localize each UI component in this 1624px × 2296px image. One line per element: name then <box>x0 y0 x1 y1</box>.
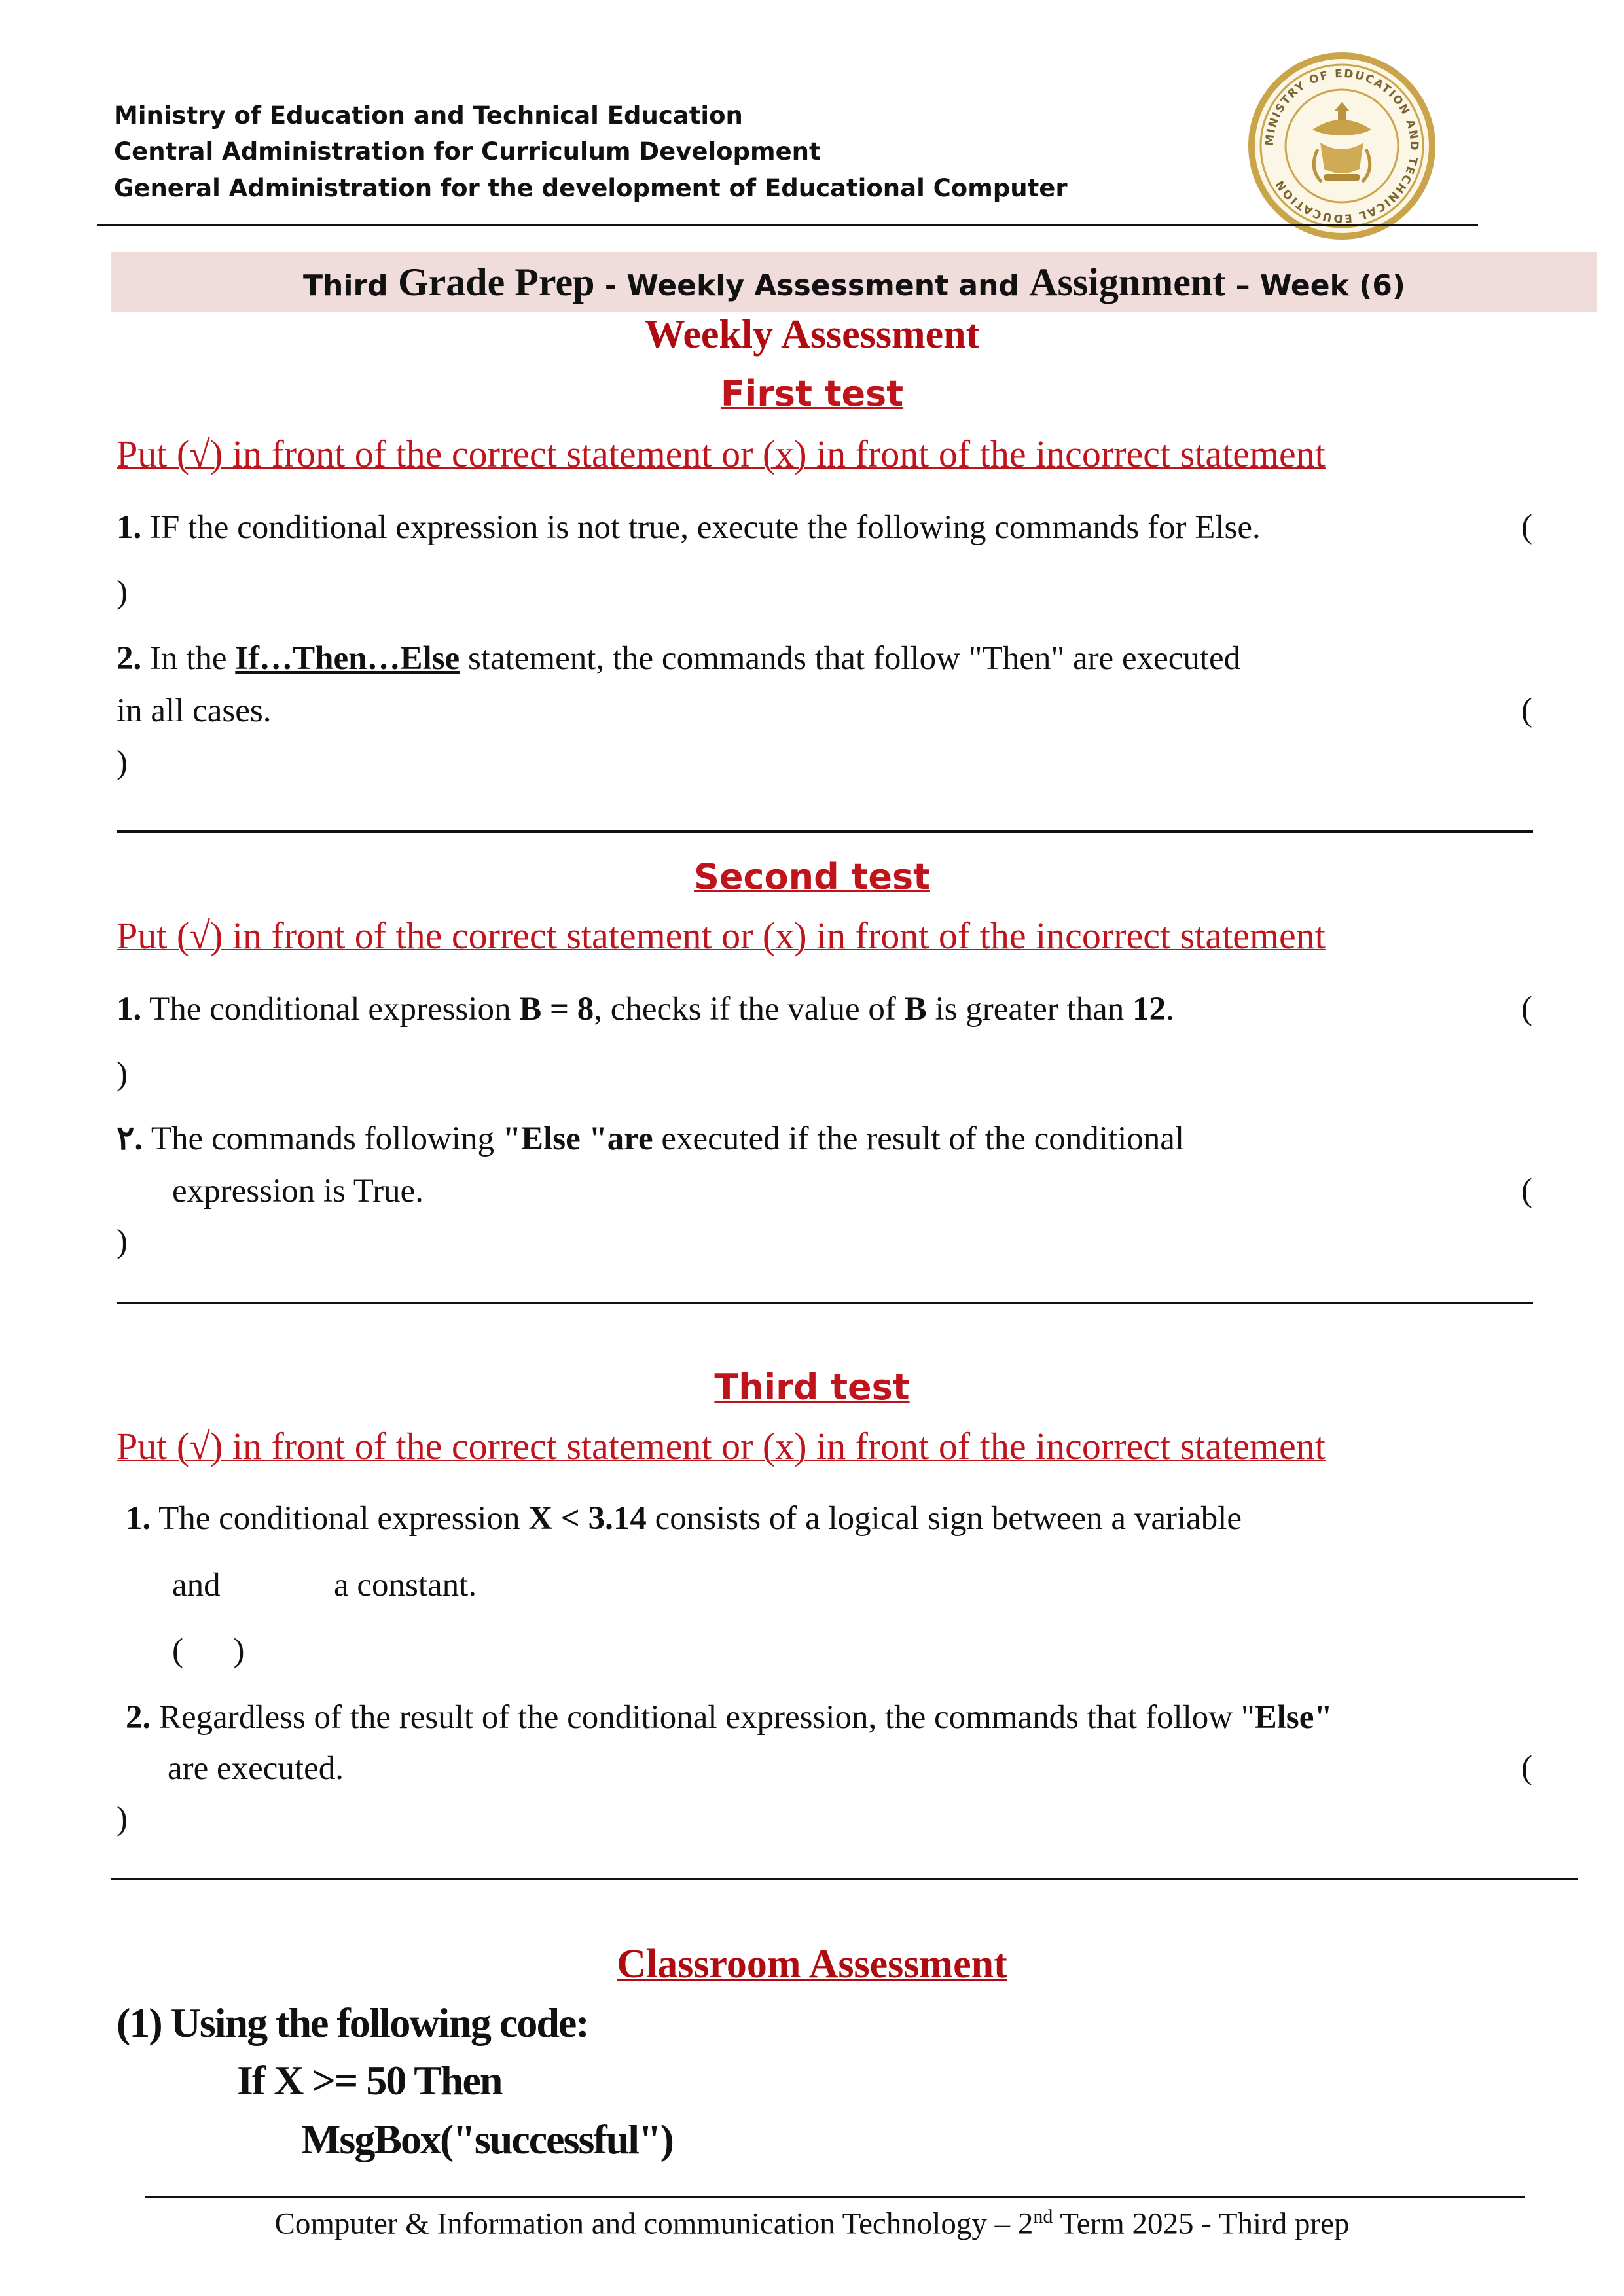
answer-paren-open[interactable]: ( <box>1521 1172 1532 1209</box>
q-number: 2. <box>117 640 142 677</box>
answer-paren-close: ) <box>117 1223 128 1260</box>
second-test-q2 <box>117 1119 1184 1158</box>
classroom-item-1: (1) Using the following code: <box>117 2000 588 2046</box>
footer-term: Term 2025 - Third prep <box>1053 2206 1350 2241</box>
q-bold-term: B <box>904 991 927 1028</box>
q-bold-term: 12 <box>1132 991 1166 1028</box>
q-text: The conditional expression <box>151 1500 529 1537</box>
first-test-title: First test <box>720 373 904 414</box>
first-test-q2-line2: in all cases. <box>117 692 272 729</box>
q-number: 1. <box>126 1500 151 1537</box>
q-bold-term: B = 8 <box>519 991 594 1028</box>
section-divider <box>117 830 1533 833</box>
second-test-instruction: Put (√) in front of the correct statement or (x) in front of the incorrect statement <box>117 914 1326 957</box>
answer-paren-close: ) <box>117 744 128 781</box>
q-bold-term: "Else "are <box>502 1121 653 1157</box>
classroom-assessment-title: Classroom Assessment <box>617 1942 1007 1986</box>
answer-paren-close: ) <box>117 574 128 611</box>
footer-sup: nd <box>1033 2206 1053 2227</box>
q-bold-term: X < 3.14 <box>528 1500 647 1537</box>
code-line-if: If X >= 50 Then <box>237 2057 502 2104</box>
banner-assignment: Assignment <box>1029 260 1226 304</box>
weekly-assessment-title: Weekly Assessment <box>644 312 980 357</box>
q-text: The commands following <box>143 1121 503 1157</box>
header-general-admin: General Administration for the development of Educational Computer <box>114 174 1068 202</box>
footer-divider <box>145 2196 1525 2198</box>
third-test-q2 <box>126 1698 1333 1737</box>
header-central-admin: Central Administration for Curriculum Development <box>114 137 821 166</box>
q-number: 2. <box>126 1699 151 1736</box>
q-text: IF the conditional expression is not true, execute the following commands for Else. <box>141 509 1261 546</box>
header-ministry: Ministry of Education and Technical Education <box>114 101 743 130</box>
third-test-instruction: Put (√) in front of the correct statement or (x) in front of the incorrect statement <box>117 1425 1326 1467</box>
code-line-msgbox: MsgBox("successful") <box>301 2116 673 2162</box>
banner-third: Third <box>303 269 398 302</box>
q-text: Regardless of the result of the conditional expression, the commands that follow " <box>151 1699 1255 1736</box>
q-text: , checks if the value of <box>594 991 905 1028</box>
q-text: The conditional expression <box>141 991 520 1028</box>
third-test-q1 <box>126 1499 1242 1538</box>
second-test-q1 <box>117 990 1174 1029</box>
answer-paren-open[interactable]: ( <box>1521 1749 1532 1786</box>
q-text: statement, the commands that follow "Then" are executed <box>460 640 1241 677</box>
q-text: In the <box>141 640 236 677</box>
banner-week: – Week (6) <box>1225 269 1405 302</box>
banner-grade-prep: Grade Prep <box>397 260 595 304</box>
third-test-q1-and: and <box>172 1567 221 1604</box>
ministry-seal-logo <box>1247 51 1437 241</box>
first-test-q2 <box>117 639 1240 678</box>
first-test-q1 <box>117 508 1261 547</box>
q-text: is greater than <box>926 991 1133 1028</box>
section-divider <box>117 1302 1533 1304</box>
second-test-q2-line2: expression is True. <box>172 1173 424 1210</box>
q-text: executed if the result of the conditional <box>653 1121 1185 1157</box>
answer-paren-close: ) <box>117 1056 128 1092</box>
first-test-instruction: Put (√) in front of the correct statement or (x) in front of the incorrect statement <box>117 433 1326 475</box>
q-bold-term: If…Then…Else <box>235 640 460 677</box>
title-banner <box>111 252 1597 312</box>
answer-paren-open[interactable]: ( <box>1521 509 1532 545</box>
header-divider <box>97 224 1478 226</box>
second-test-title: Second test <box>694 856 930 897</box>
q-text: consists of a logical sign between a variable <box>646 1500 1242 1537</box>
third-test-q2-line2: are executed. <box>168 1750 344 1787</box>
q-bold-term: Else" <box>1254 1699 1333 1736</box>
third-test-title: Third test <box>714 1367 910 1408</box>
q-number: 1. <box>117 991 142 1028</box>
third-test-q1-constant: a constant. <box>334 1567 477 1604</box>
answer-paren-open[interactable]: ( <box>1521 990 1532 1027</box>
answer-paren-open[interactable]: ( <box>1521 692 1532 728</box>
banner-weekly-assessment: - Weekly Assessment and <box>594 269 1030 302</box>
footer-text <box>0 2206 1624 2242</box>
answer-paren[interactable]: ( ) <box>172 1632 245 1669</box>
q-text: . <box>1166 991 1174 1028</box>
section-divider <box>111 1878 1578 1880</box>
answer-paren-close: ) <box>117 1801 128 1837</box>
footer-course: Computer & Information and communication Technology – 2 <box>274 2206 1034 2241</box>
q-number: ٢. <box>117 1121 143 1157</box>
seal-text: MINISTRY OF EDUCATION AND TECHNICAL EDUCATION <box>1263 67 1421 225</box>
q-number: 1. <box>117 509 142 546</box>
